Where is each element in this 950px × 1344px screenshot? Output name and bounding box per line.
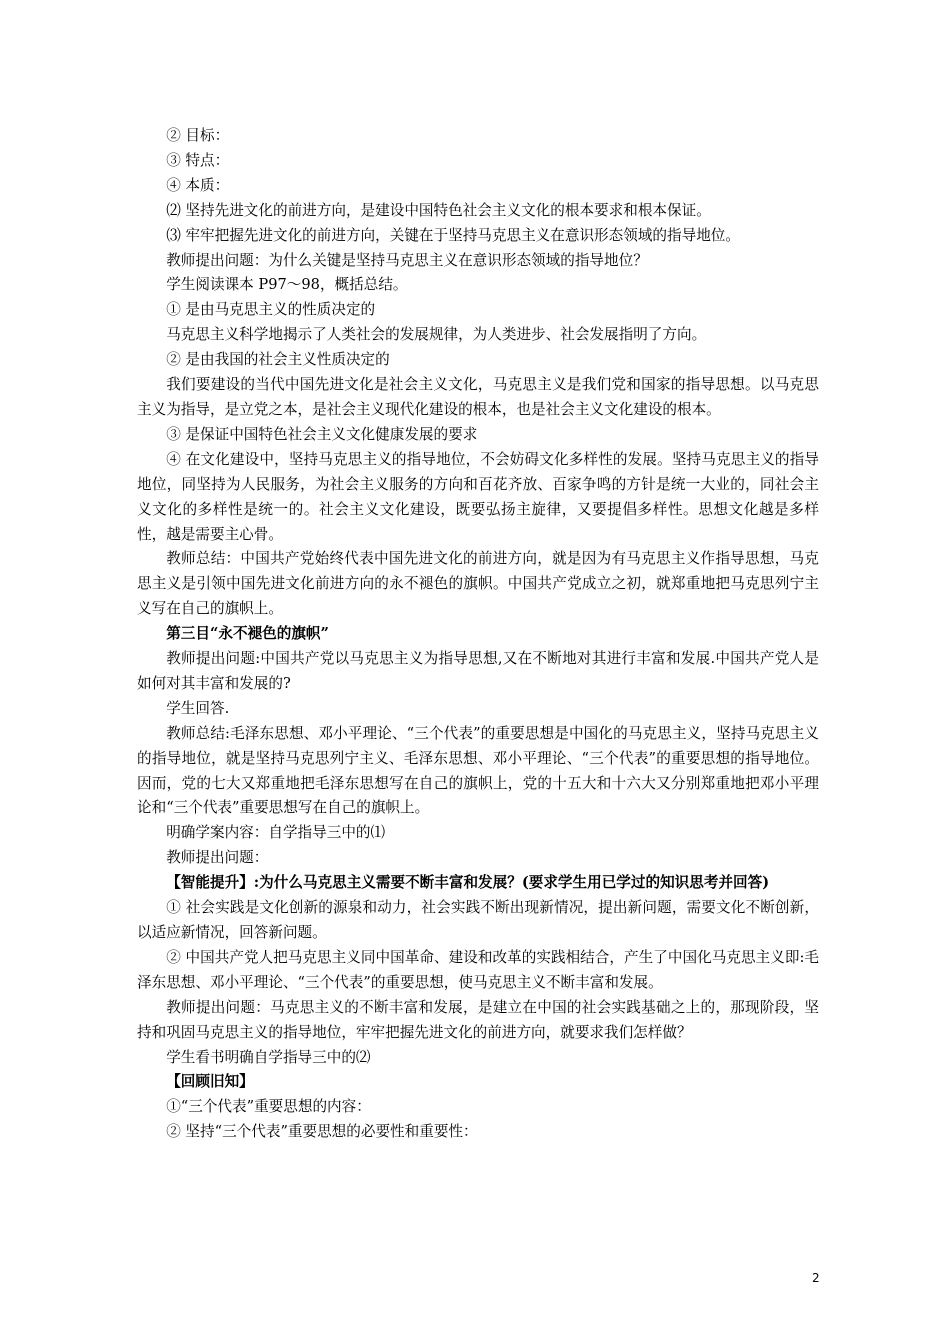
document-body: [137, 124, 819, 1145]
paragraph: 教师提出问题：: [166, 849, 269, 867]
paragraph: ① 社会实践是文化创新的源泉和动力，社会实践不断出现新情况，提出新问题，需要文化不断创新，以适应新情况，回答新问题。: [137, 899, 819, 941]
paragraph: ①“三个代表”重要思想的内容：: [166, 1098, 371, 1116]
paragraph: ② 坚持“三个代表”重要思想的必要性和重要性：: [166, 1123, 478, 1141]
paragraph: ② 目标：: [166, 127, 230, 144]
page-number: 2: [812, 1271, 820, 1285]
paragraph: 教师总结:毛泽东思想、邓小平理论、“三个代表”的重要思想是中国化的马克思主义，坚持马克思主义的指导地位，就是坚持马克思列宁主义、毛泽东思想、邓小平理论、“三个代表”的重要思想的指导地位。因而，党的七大又郑重地把毛泽东思想写在自己的旗帜上，党的十五大和十六大又分别郑重地把邓小平理论和“三个代表”重要思想写在自己的旗帜上。: [137, 724, 819, 817]
paragraph: 学生看书明确自学指导三中的⑵: [166, 1048, 371, 1066]
paragraph: ④ 在文化建设中，坚持马克思主义的指导地位，不会妨碍文化多样性的发展。坚持马克思主义的指导地位，同坚持为人民服务，为社会主义服务的方向和百花齐放、百家争鸣的方针是统一大业的，同社会主义文化的多样性是统一的。社会主义文化建设，既要弘扬主旋律，又要提倡多样性。思想文化越是多样性，越是需要主心骨。: [137, 450, 819, 543]
paragraph: ④ 本质：: [166, 176, 230, 194]
paragraph: 学生阅读课本 P97～98，概括总结。: [166, 276, 408, 294]
paragraph: ② 中国共产党人把马克思主义同中国革命、建设和改革的实践相结合，产生了中国化马克思主义即:毛泽东思想、邓小平理论、“三个代表”的重要思想，使马克思主义不断丰富和发展。: [137, 948, 819, 991]
paragraph: 教师提出问题：马克思主义的不断丰富和发展，是建立在中国的社会实践基础之上的，那现阶段，坚持和巩固马克思主义的指导地位，牢牢把握先进文化的前进方向，就要求我们怎样做？: [137, 998, 819, 1041]
paragraph: ⑵ 坚持先进文化的前进方向，是建设中国特色社会主义文化的根本要求和根本保证。: [166, 201, 711, 219]
section-heading: 【回顾旧知】: [166, 1073, 254, 1091]
paragraph: 教师总结：中国共产党始终代表中国先进文化的前进方向，就是因为有马克思主义作指导思想，马克思主义是引领中国先进文化前进方向的永不褪色的旗帜。中国共产党成立之初，就郑重地把马克思列宁主义写在自己的旗帜上。: [137, 550, 819, 618]
paragraph: ③ 特点：: [166, 151, 230, 169]
paragraph: ⑶ 牢牢把握先进文化的前进方向，关键在于坚持马克思主义在意识形态领域的指导地位。: [166, 226, 740, 244]
paragraph: ③ 是保证中国特色社会主义文化健康发展的要求: [166, 425, 478, 443]
paragraph: 明确学案内容：自学指导三中的⑴: [166, 824, 386, 842]
paragraph: ① 是由马克思主义的性质决定的: [166, 301, 376, 319]
paragraph: 我们要建设的当代中国先进文化是社会主义文化，马克思主义是我们党和国家的指导思想。以马克思主义为指导，是立党之本，是社会主义现代化建设的根本，也是社会主义文化建设的根本。: [137, 376, 819, 418]
paragraph: 教师提出问题:中国共产党以马克思主义为指导思想,又在不断地对其进行丰富和发展.中国共产党人是如何对其丰富和发展的?: [137, 650, 819, 692]
paragraph: ② 是由我国的社会主义性质决定的: [166, 351, 390, 369]
paragraph: 马克思主义科学地揭示了人类社会的发展规律，为人类进步、社会发展指明了方向。: [166, 326, 707, 344]
paragraph: 学生回答.: [166, 699, 230, 717]
paragraph: 教师提出问题：为什么关键是坚持马克思主义在意识形态领域的指导地位？: [166, 251, 648, 269]
section-heading: 【智能提升】:为什么马克思主义需要不断丰富和发展？(要求学生用已学过的知识思考并回答): [166, 874, 770, 892]
section-heading: 第三目“永不褪色的旗帜”: [166, 625, 329, 643]
